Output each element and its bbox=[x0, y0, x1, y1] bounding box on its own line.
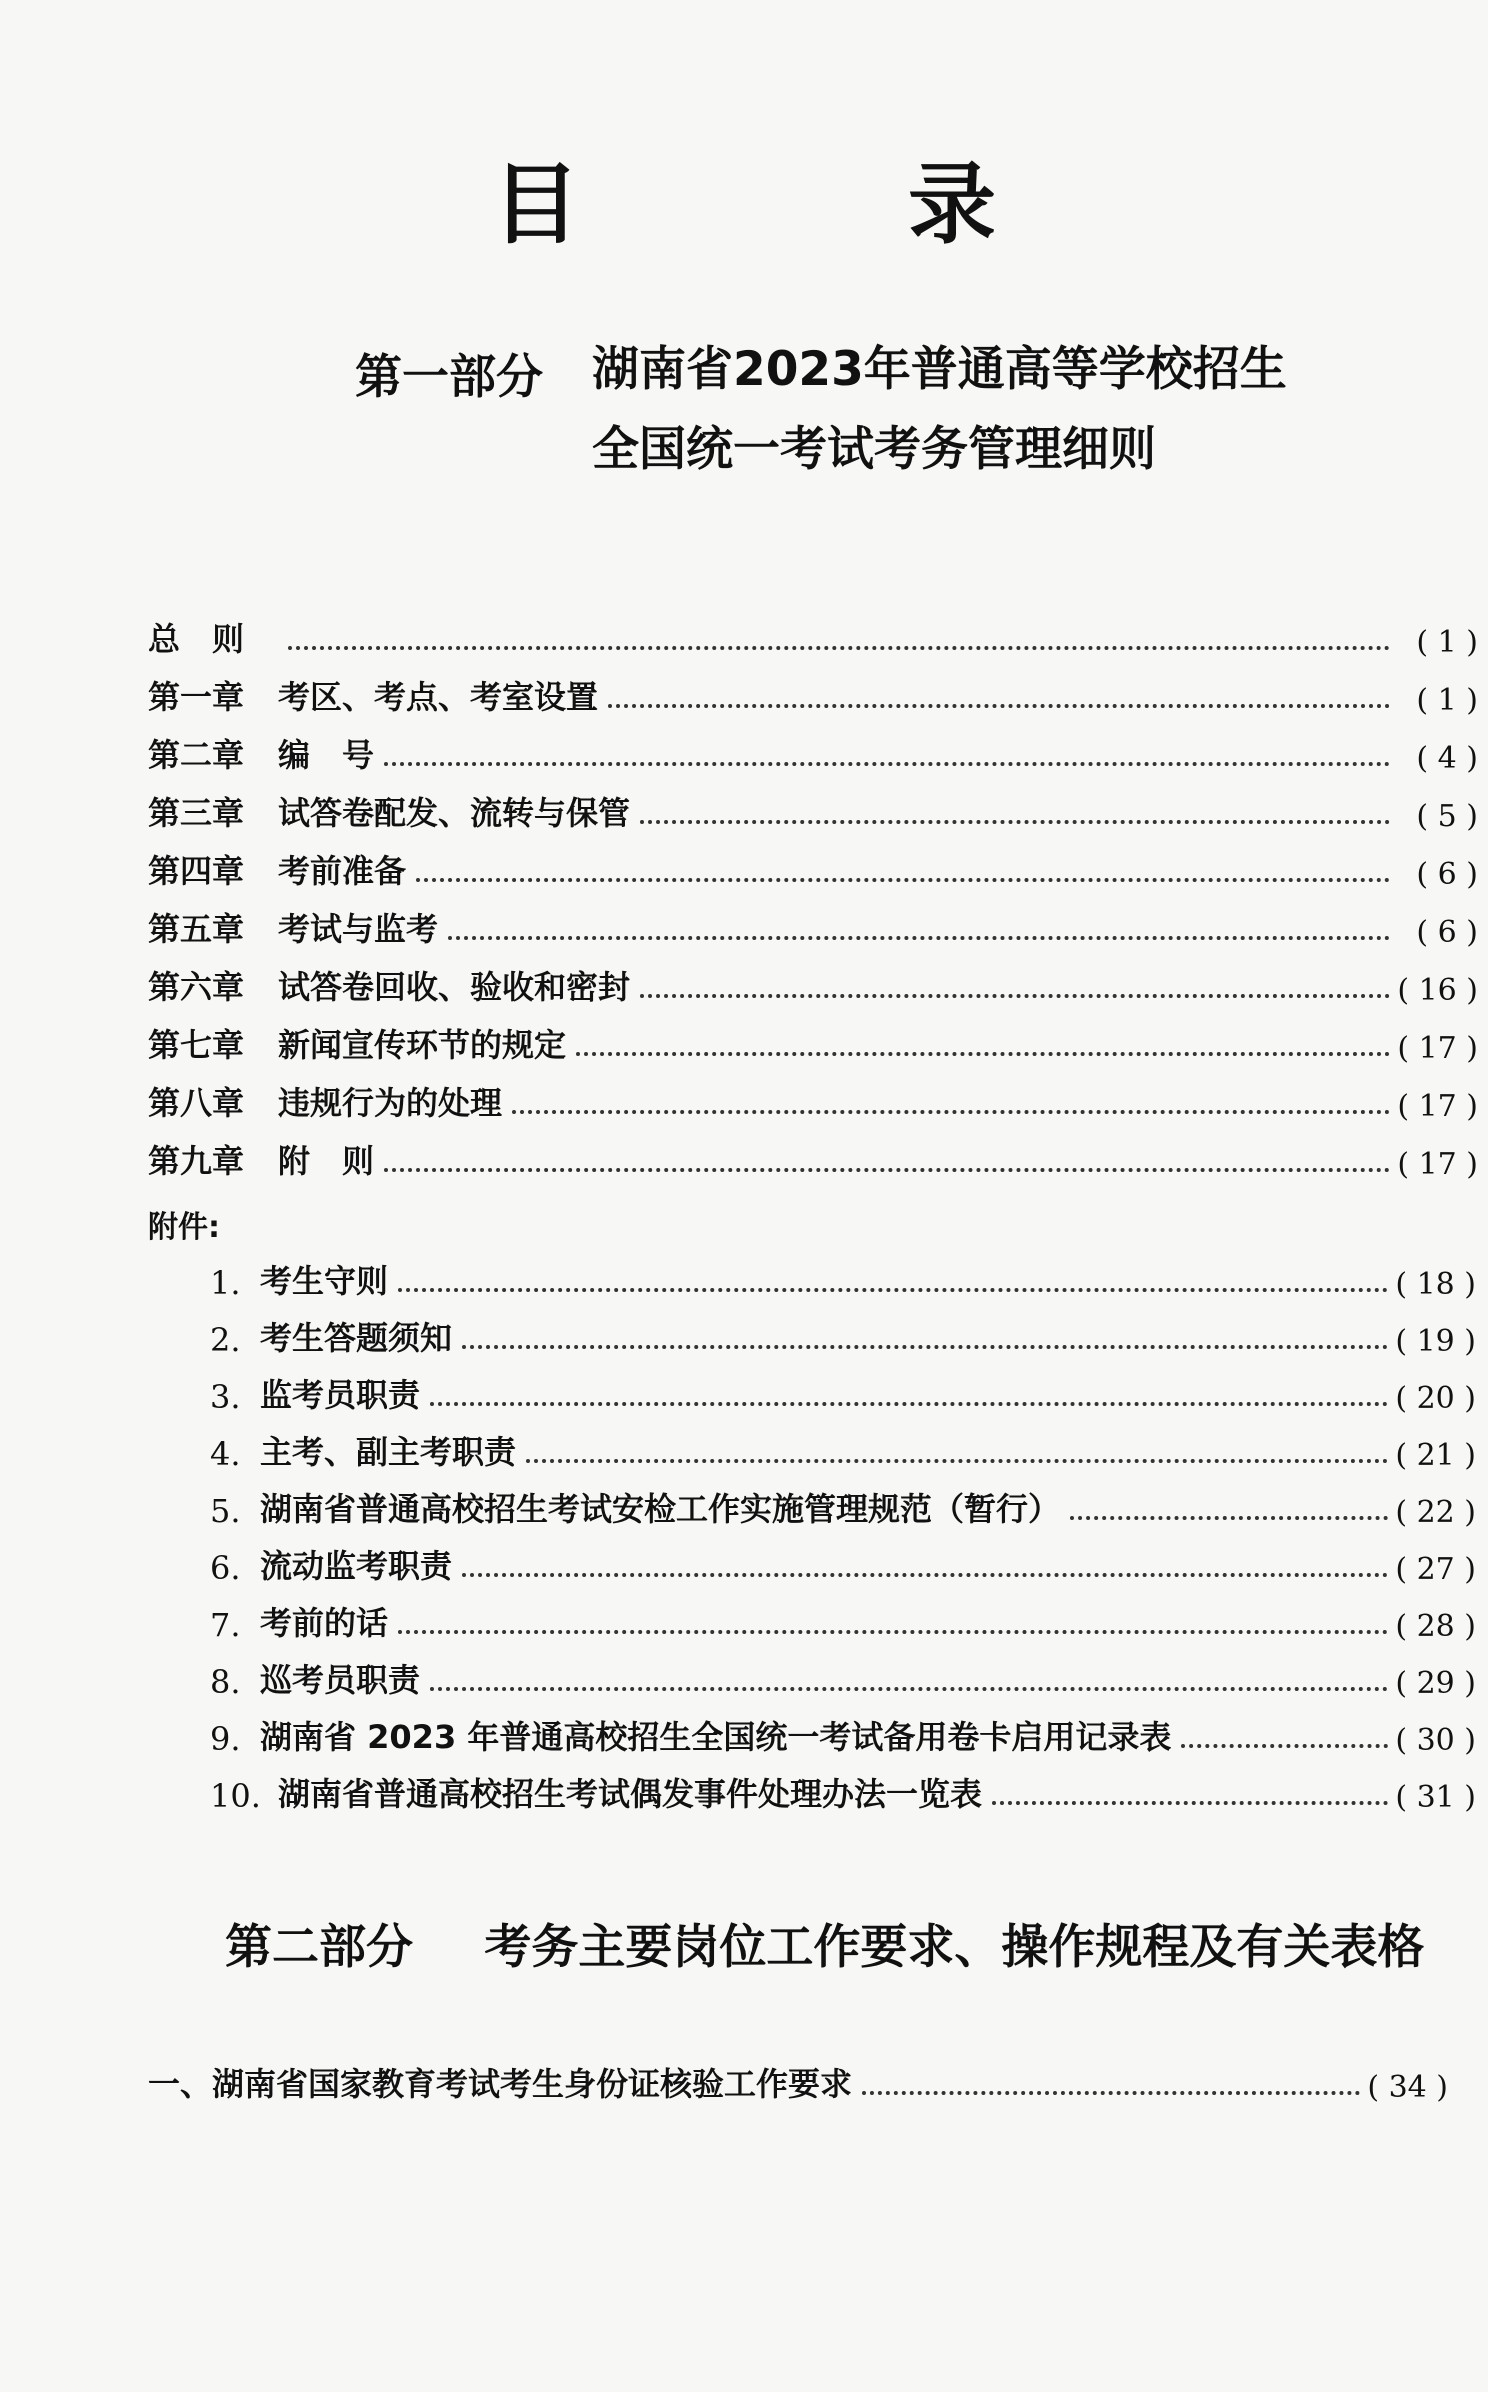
dot-leader bbox=[1181, 1743, 1388, 1748]
dot-leader bbox=[576, 1051, 1390, 1056]
toc-entry-chapter-9[interactable] bbox=[148, 1132, 1478, 1182]
item-number: 10. bbox=[210, 1777, 261, 1815]
page-number: ( 34 ) bbox=[1367, 2070, 1448, 2105]
dot-leader bbox=[384, 1167, 1390, 1172]
toc-entry-appendix-7[interactable] bbox=[210, 1594, 1476, 1644]
item-title: 考生答题须知 bbox=[260, 1319, 453, 1357]
dot-leader bbox=[862, 2090, 1360, 2095]
toc-entry-appendix-3[interactable] bbox=[210, 1366, 1476, 1416]
item-title: 流动监考职责 bbox=[260, 1547, 453, 1585]
dot-leader bbox=[992, 1800, 1388, 1805]
dot-leader bbox=[462, 1572, 1388, 1577]
dot-leader bbox=[1070, 1515, 1388, 1520]
page-number: ( 17 ) bbox=[1397, 1089, 1478, 1124]
page-number: ( 6 ) bbox=[1416, 915, 1478, 950]
item-title: 考生守则 bbox=[260, 1262, 389, 1300]
page-number: ( 28 ) bbox=[1395, 1609, 1476, 1644]
item-number: 4. bbox=[210, 1435, 241, 1473]
dot-leader bbox=[640, 993, 1390, 998]
page-title: 目 录 bbox=[491, 153, 1116, 256]
part1-label: 第一部分 bbox=[355, 350, 543, 405]
dot-leader bbox=[448, 935, 1390, 940]
chapter-title: 考区、考点、考室设置 bbox=[278, 678, 599, 716]
page-number: ( 19 ) bbox=[1395, 1324, 1476, 1359]
toc-entry-appendix-10[interactable] bbox=[210, 1765, 1476, 1815]
item-number: 5. bbox=[210, 1492, 241, 1530]
page-number: ( 21 ) bbox=[1395, 1438, 1476, 1473]
part2-title: 考务主要岗位工作要求、操作规程及有关表格 bbox=[484, 1920, 1425, 1975]
dot-leader bbox=[288, 645, 1390, 650]
page-number: ( 27 ) bbox=[1395, 1552, 1476, 1587]
toc-entry-appendix-5[interactable] bbox=[210, 1480, 1476, 1530]
chapter-number: 第九章 bbox=[148, 1142, 245, 1180]
dot-leader bbox=[398, 1629, 1388, 1634]
chapter-title: 试答卷回收、验收和密封 bbox=[278, 968, 631, 1006]
page-number: ( 1 ) bbox=[1416, 683, 1478, 718]
dot-leader bbox=[640, 819, 1390, 824]
item-title: 湖南省普通高校招生考试安检工作实施管理规范（暂行） bbox=[260, 1490, 1061, 1528]
toc-entry-part2-1[interactable] bbox=[148, 2055, 1448, 2105]
page-number: ( 17 ) bbox=[1397, 1147, 1478, 1182]
item-title: 考前的话 bbox=[260, 1604, 389, 1642]
item-number: 8. bbox=[210, 1663, 241, 1701]
page-number: ( 22 ) bbox=[1395, 1495, 1476, 1530]
chapter-title: 编 号 bbox=[278, 736, 375, 774]
item-title: 湖南省国家教育考试考生身份证核验工作要求 bbox=[212, 2065, 853, 2103]
chapter-title: 附 则 bbox=[278, 1142, 375, 1180]
chapter-number: 第七章 bbox=[148, 1026, 245, 1064]
dot-leader bbox=[526, 1458, 1388, 1463]
toc-entry-chapter-3[interactable] bbox=[148, 784, 1478, 834]
chapter-title: 试答卷配发、流转与保管 bbox=[278, 794, 631, 832]
toc-entry-chapter-7[interactable] bbox=[148, 1016, 1478, 1066]
chapter-number: 第六章 bbox=[148, 968, 245, 1006]
dot-leader bbox=[384, 761, 1390, 766]
item-number: 2. bbox=[210, 1321, 241, 1359]
page-number: ( 18 ) bbox=[1395, 1267, 1476, 1302]
chapter-number: 第三章 bbox=[148, 794, 245, 832]
item-number: 7. bbox=[210, 1606, 241, 1644]
chapter-number: 第二章 bbox=[148, 736, 245, 774]
chapter-title: 考试与监考 bbox=[278, 910, 439, 948]
appendix-heading: 附件: bbox=[148, 1210, 220, 1245]
page-number: ( 6 ) bbox=[1416, 857, 1478, 892]
chapter-number: 第一章 bbox=[148, 678, 245, 716]
dot-leader bbox=[416, 877, 1390, 882]
chapter-number: 第八章 bbox=[148, 1084, 245, 1122]
toc-entry-chapter-1[interactable] bbox=[148, 668, 1478, 718]
toc-entry-appendix-1[interactable] bbox=[210, 1252, 1476, 1302]
item-number: 1. bbox=[210, 1264, 241, 1302]
toc-entry-appendix-4[interactable] bbox=[210, 1423, 1476, 1473]
page-number: ( 29 ) bbox=[1395, 1666, 1476, 1701]
toc-entry-chapter-8[interactable] bbox=[148, 1074, 1478, 1124]
chapter-number: 第四章 bbox=[148, 852, 245, 890]
page-number: ( 1 ) bbox=[1416, 625, 1478, 660]
chapter-title: 违规行为的处理 bbox=[278, 1084, 503, 1122]
part2-heading bbox=[225, 1910, 1424, 1977]
dot-leader bbox=[608, 703, 1390, 708]
dot-leader bbox=[398, 1287, 1388, 1292]
toc-entry-appendix-2[interactable] bbox=[210, 1309, 1476, 1359]
toc-entry-appendix-6[interactable] bbox=[210, 1537, 1476, 1587]
page-number: ( 31 ) bbox=[1395, 1780, 1476, 1815]
item-title: 监考员职责 bbox=[260, 1376, 421, 1414]
toc-entry-chapter-6[interactable] bbox=[148, 958, 1478, 1008]
toc-entry-general[interactable] bbox=[148, 610, 1478, 660]
page-number: ( 30 ) bbox=[1395, 1723, 1476, 1758]
chapter-title: 新闻宣传环节的规定 bbox=[278, 1026, 567, 1064]
toc-entry-appendix-8[interactable] bbox=[210, 1651, 1476, 1701]
chapter-number: 总 则 bbox=[148, 620, 245, 658]
toc-entry-chapter-4[interactable] bbox=[148, 842, 1478, 892]
dot-leader bbox=[462, 1344, 1388, 1349]
part1-title-line2: 全国统一考试考务管理细则 bbox=[592, 422, 1156, 477]
item-title: 湖南省 2023 年普通高校招生全国统一考试备用卷卡启用记录表 bbox=[260, 1718, 1172, 1756]
item-number: 3. bbox=[210, 1378, 241, 1416]
page-number: ( 16 ) bbox=[1397, 973, 1478, 1008]
dot-leader bbox=[430, 1401, 1388, 1406]
page-number: ( 5 ) bbox=[1416, 799, 1478, 834]
chapter-title: 考前准备 bbox=[278, 852, 407, 890]
page-number: ( 4 ) bbox=[1416, 741, 1478, 776]
item-number: 一、 bbox=[148, 2065, 213, 2103]
part1-title-line1: 湖南省2023年普通高等学校招生 bbox=[592, 342, 1287, 397]
dot-leader bbox=[512, 1109, 1390, 1114]
item-number: 9. bbox=[210, 1720, 241, 1758]
part2-label: 第二部分 bbox=[225, 1920, 413, 1975]
page-number: ( 17 ) bbox=[1397, 1031, 1478, 1066]
item-title: 主考、副主考职责 bbox=[260, 1433, 517, 1471]
item-title: 巡考员职责 bbox=[260, 1661, 421, 1699]
toc-entry-chapter-5[interactable] bbox=[148, 900, 1478, 950]
dot-leader bbox=[430, 1686, 1388, 1691]
chapter-number: 第五章 bbox=[148, 910, 245, 948]
toc-entry-appendix-9[interactable] bbox=[210, 1708, 1476, 1758]
toc-entry-chapter-2[interactable] bbox=[148, 726, 1478, 776]
item-title: 湖南省普通高校招生考试偶发事件处理办法一览表 bbox=[278, 1775, 983, 1813]
item-number: 6. bbox=[210, 1549, 241, 1587]
page-number: ( 20 ) bbox=[1395, 1381, 1476, 1416]
